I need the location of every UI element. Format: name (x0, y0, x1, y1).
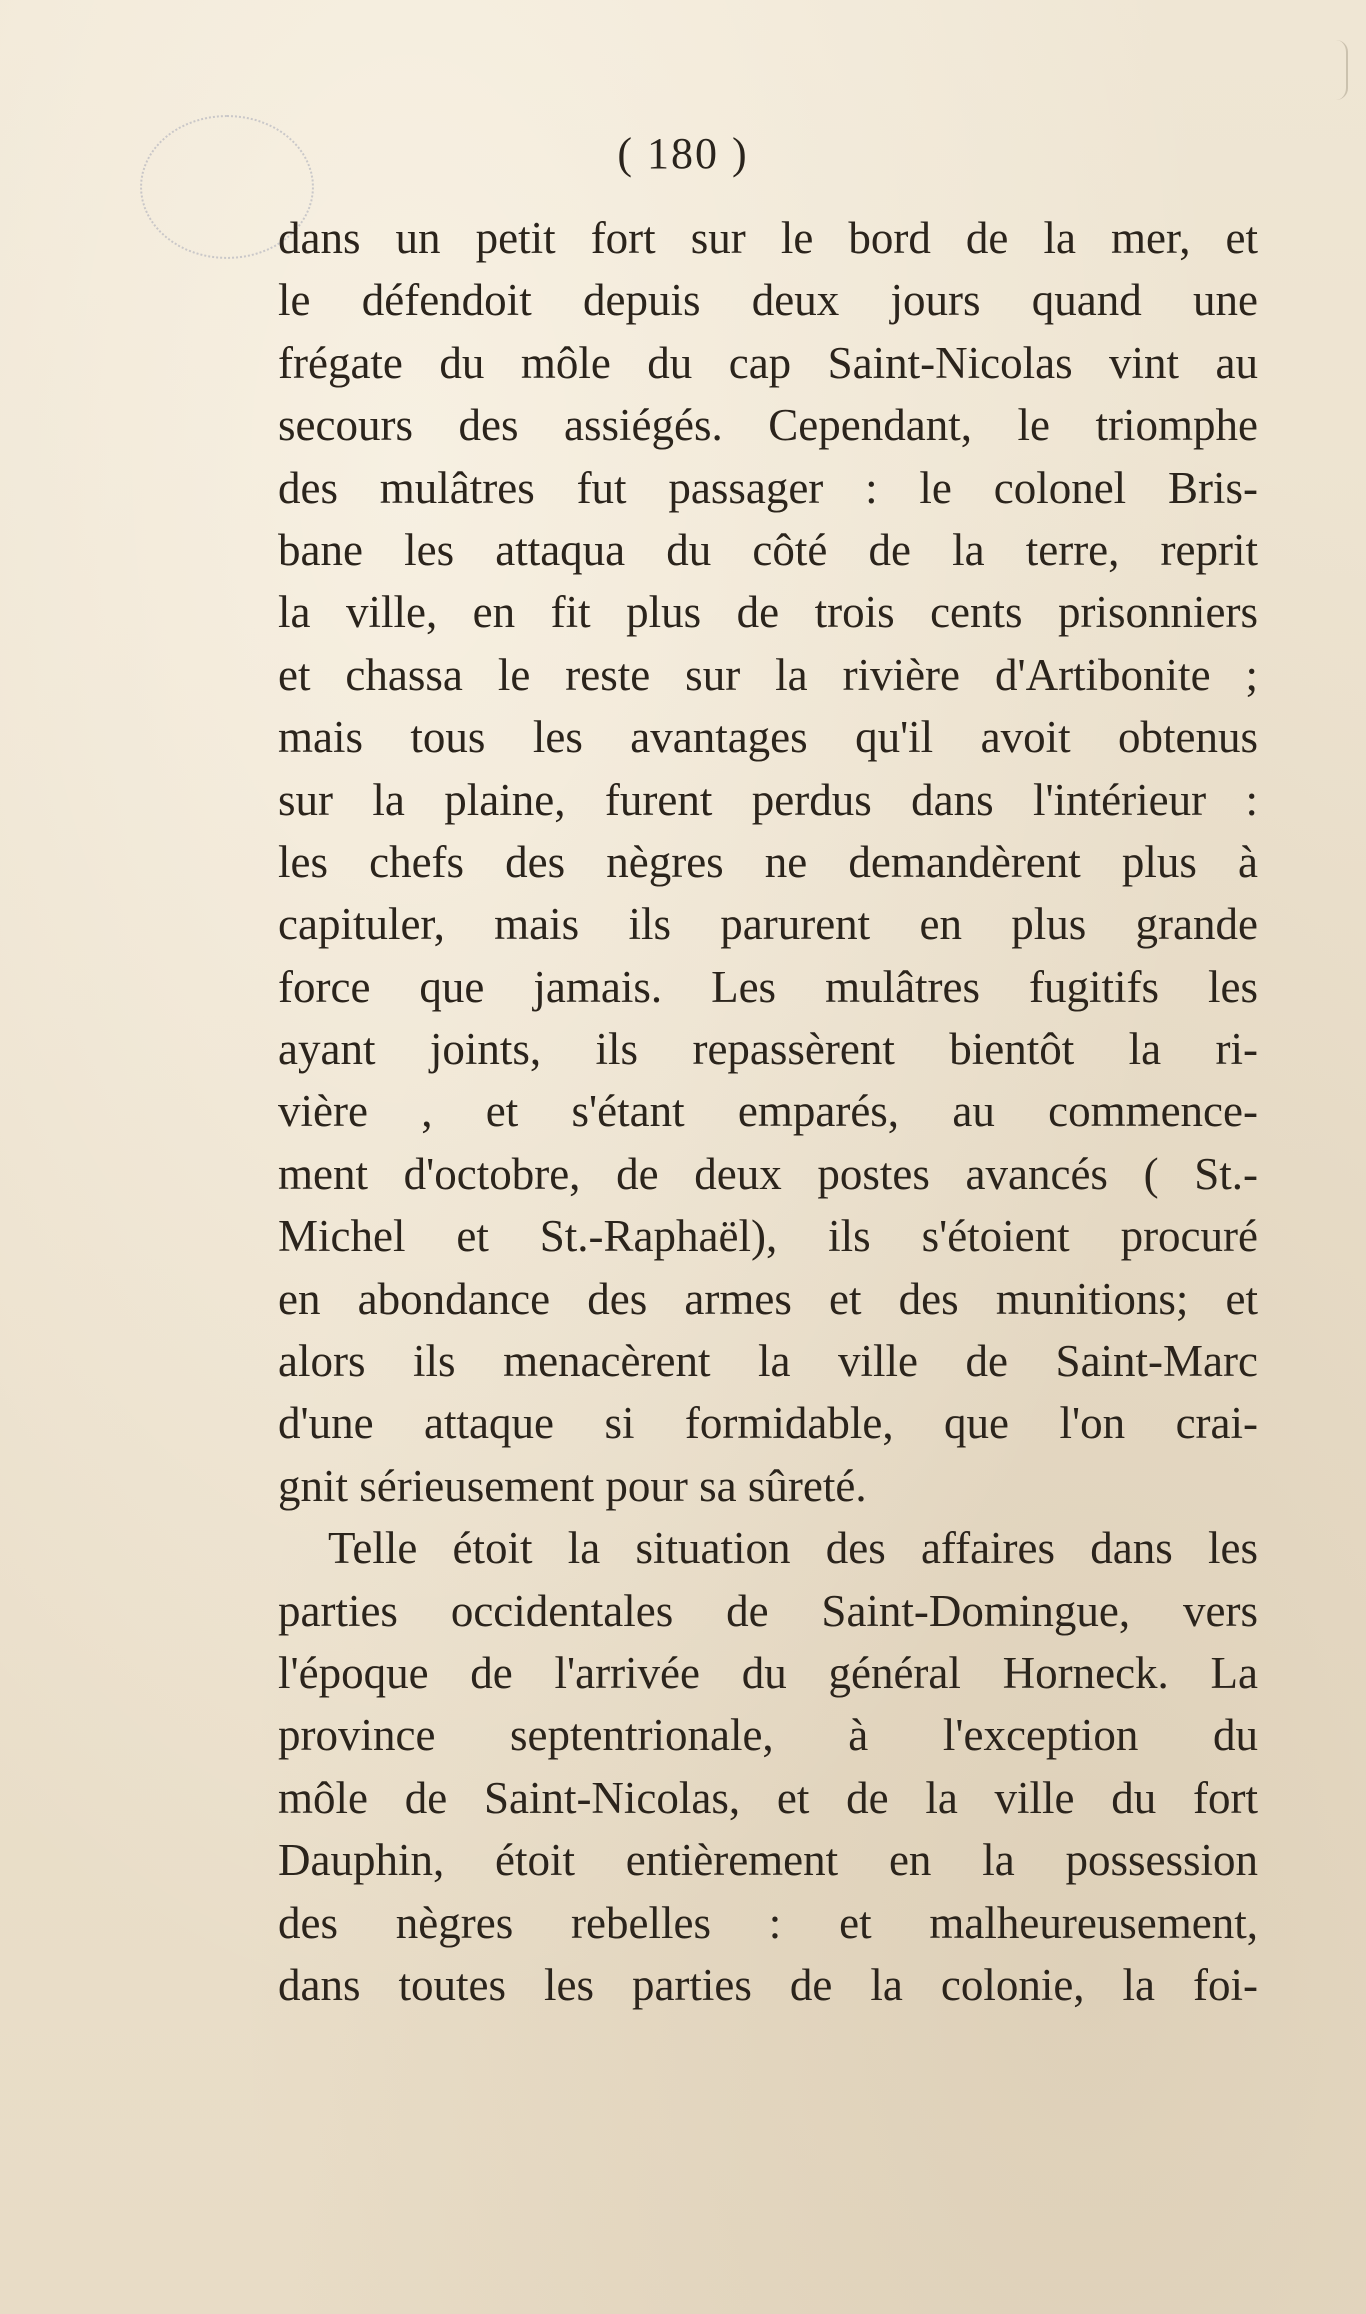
text-line: force que jamais. Les mulâtres fugitifs les (278, 961, 1258, 1012)
text-line: gnit sérieusement pour sa sûreté. (278, 1460, 867, 1511)
text-line: capituler, mais ils parurent en plus grande (278, 899, 1258, 950)
text-line: ayant joints, ils repassèrent bientôt la ri- (278, 1024, 1258, 1075)
text-line: Telle étoit la situation des affaires dans les (328, 1523, 1258, 1574)
text-line: la ville, en fit plus de trois cents prisonniers (278, 587, 1258, 638)
page-number: ( 180 ) (617, 129, 749, 178)
text-line: d'une attaque si formidable, que l'on crai- (278, 1398, 1258, 1449)
text-line: bane les attaqua du côté de la terre, reprit (278, 524, 1258, 575)
body-text (278, 207, 1258, 2016)
text-line: et chassa le reste sur la rivière d'Artibonite ; (278, 649, 1258, 700)
text-line: parties occidentales de Saint-Domingue, vers (278, 1585, 1258, 1636)
text-line: en abondance des armes et des munitions; et (278, 1273, 1258, 1324)
text-line: sur la plaine, furent perdus dans l'intérieur : (278, 774, 1258, 825)
paragraph-1 (278, 207, 1258, 1517)
text-line: l'époque de l'arrivée du général Horneck. La (278, 1647, 1258, 1698)
paragraph-2 (278, 1517, 1258, 2016)
text-line: le défendoit depuis deux jours quand une (278, 275, 1258, 326)
text-line: province septentrionale, à l'exception du (278, 1710, 1258, 1761)
text-line: dans un petit fort sur le bord de la mer, et (278, 213, 1258, 263)
text-line: alors ils menacèrent la ville de Saint-Marc (278, 1336, 1258, 1387)
text-line: vière , et s'étant emparés, au commence- (278, 1086, 1258, 1137)
text-line: des mulâtres fut passager : le colonel Bris- (278, 462, 1258, 513)
page-edge-mark (1336, 40, 1348, 100)
text-line: môle de Saint-Nicolas, et de la ville du fort (278, 1772, 1258, 1823)
text-line: Dauphin, étoit entièrement en la possession (278, 1835, 1258, 1886)
text-line: dans toutes les parties de la colonie, la foi- (278, 1959, 1258, 2010)
text-line: secours des assiégés. Cependant, le triomphe (278, 400, 1258, 451)
text-line: les chefs des nègres ne demandèrent plus à (278, 836, 1258, 887)
text-line: des nègres rebelles : et malheureusement, (278, 1897, 1258, 1948)
text-line: mais tous les avantages qu'il avoit obtenus (278, 712, 1258, 763)
text-line: Michel et St.-Raphaël), ils s'étoient procuré (278, 1211, 1258, 1262)
text-line: frégate du môle du cap Saint-Nicolas vint au (278, 337, 1258, 388)
text-line: ment d'octobre, de deux postes avancés ( St.- (278, 1148, 1258, 1199)
